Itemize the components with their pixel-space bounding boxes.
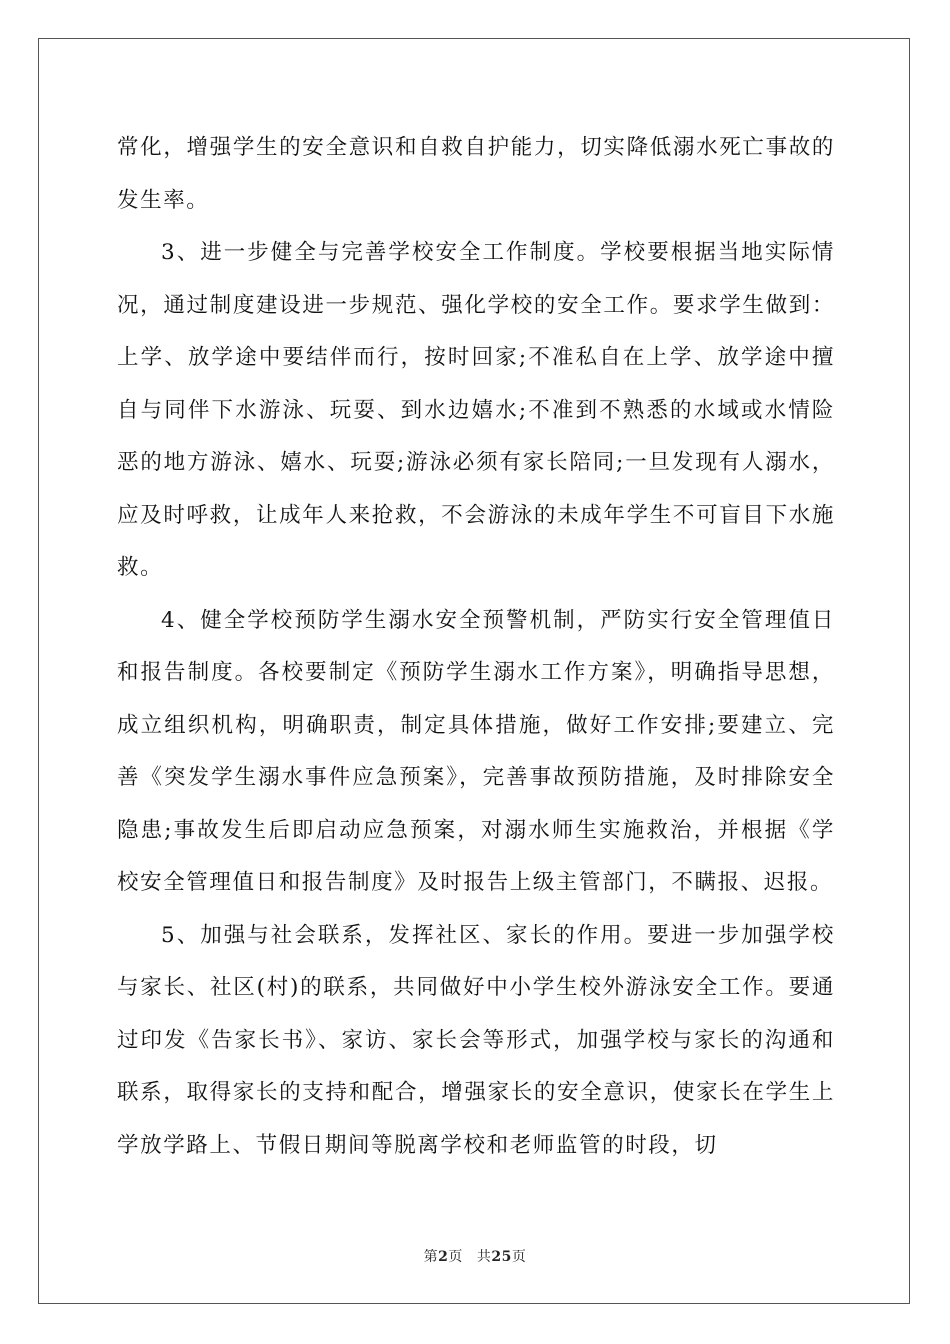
total-pages: 25 xyxy=(491,1249,512,1265)
document-body xyxy=(117,122,835,1172)
paragraph-2: 3、进一步健全与完善学校安全工作制度。学校要根据当地实际情况，通过制度建设进一步规范、强化学校的安全工作。要求学生做到：上学、放学途中要结伴而行，按时回家;不准私自在上学、放学途中擅自与同伴下水游泳、玩耍、到水边嬉水;不准到不熟悉的水域或水情险恶的地方游泳、嬉水、玩耍;游泳必须有家长陪同;一旦发现有人溺水，应及时呼救，让成年人来抢救，不会游泳的未成年学生不可盲目下水施救。 xyxy=(117,240,835,580)
page-suffix: 页 xyxy=(448,1249,463,1265)
page-prefix: 第 xyxy=(423,1249,439,1265)
paragraph-3: 4、健全学校预防学生溺水安全预警机制，严防实行安全管理值日和报告制度。各校要制定《预防学生溺水工作方案》，明确指导思想，成立组织机构，明确职责，制定具体措施，做好工作安排;要建立、完善《突发学生溺水事件应急预案》，完善事故预防措施，及时排除安全隐患;事故发生后即启动应急预案，对溺水师生实施救治，并根据《学校安全管理值日和报告制度》及时报告上级主管部门，不瞒报、迟报。 xyxy=(117,607,835,895)
page-number: 2 xyxy=(438,1249,449,1265)
page-footer xyxy=(0,1246,950,1266)
total-prefix: 共 xyxy=(476,1249,492,1265)
paragraph-1: 常化，增强学生的安全意识和自救自护能力，切实降低溺水死亡事故的发生率。 xyxy=(117,135,835,213)
total-suffix: 页 xyxy=(511,1249,527,1265)
paragraph-4: 5、加强与社会联系，发挥社区、家长的作用。要进一步加强学校与家长、社区(村)的联系，共同做好中小学生校外游泳安全工作。要通过印发《告家长书》、家访、家长会等形式，加强学校与家长的沟通和联系，取得家长的支持和配合，增强家长的安全意识，使家长在学生上学放学路上、节假日期间等脱离学校和老师监管的时段，切 xyxy=(117,922,835,1158)
